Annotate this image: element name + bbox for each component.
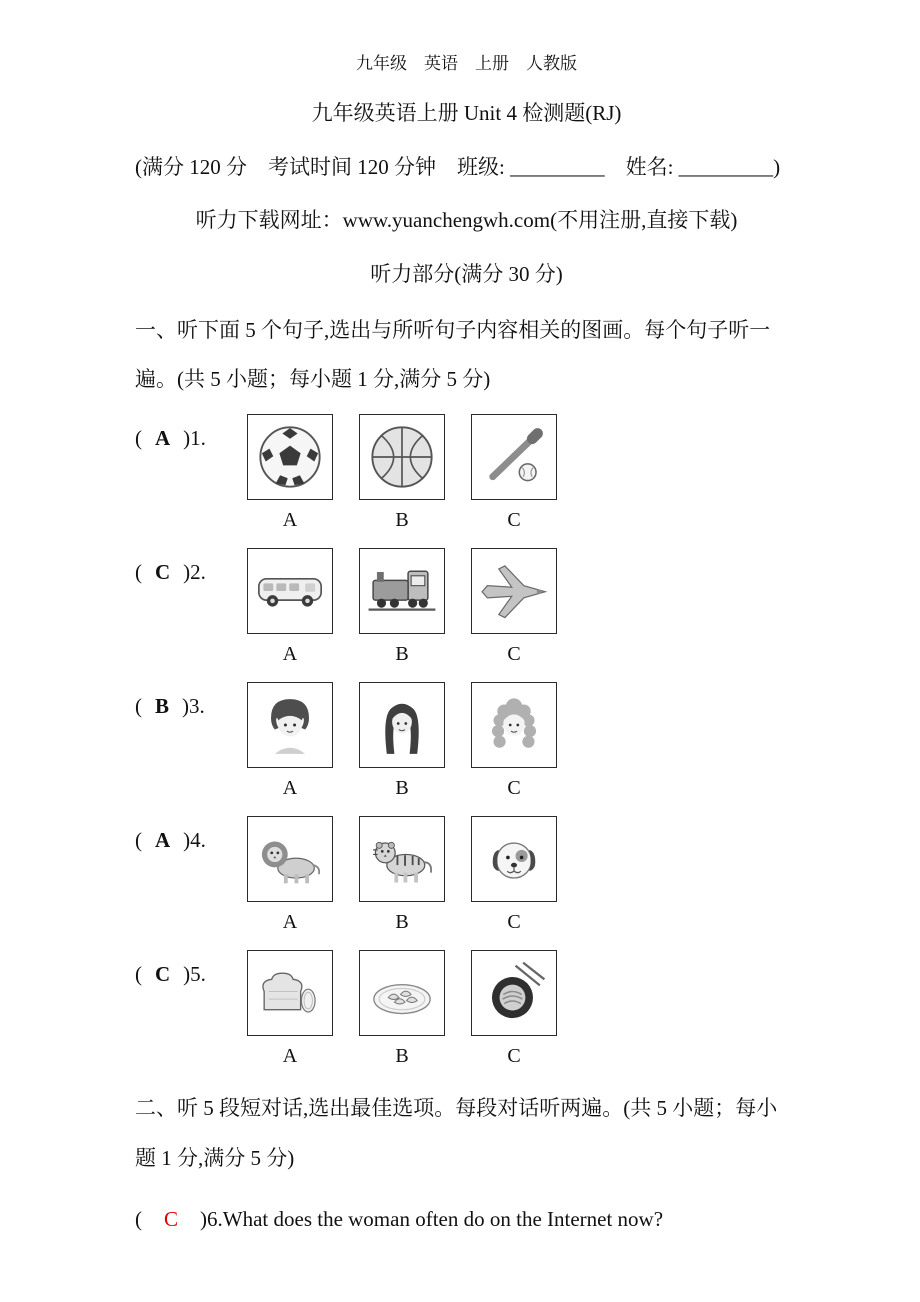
paren-open: ( xyxy=(135,560,142,585)
answer-letter: A xyxy=(155,426,171,451)
paren-open: ( xyxy=(135,962,142,987)
options xyxy=(247,816,557,934)
dog-icon xyxy=(471,816,557,902)
option-letter: A xyxy=(282,911,298,934)
option-a xyxy=(247,414,333,532)
page-header: 九年级 英语 上册 人教版 xyxy=(356,54,577,73)
answer-line xyxy=(135,548,247,585)
meta-line: (满分 120 分 考试时间 120 分钟 班级: _________ 姓名: _________) xyxy=(135,154,781,179)
noodle-bowl-icon xyxy=(471,950,557,1036)
paren-open: ( xyxy=(135,1206,142,1231)
option-b xyxy=(359,548,445,666)
paren-close: ) xyxy=(182,694,190,719)
question-2 xyxy=(135,548,798,666)
question-number: 3. xyxy=(189,694,205,719)
options xyxy=(247,950,557,1068)
answer-letter: C xyxy=(164,1206,179,1231)
option-letter: B xyxy=(395,509,409,532)
option-c xyxy=(471,414,557,532)
answer-line xyxy=(135,816,247,853)
option-c xyxy=(471,950,557,1068)
answer-line xyxy=(135,414,247,451)
train-icon xyxy=(359,548,445,634)
option-a xyxy=(247,548,333,666)
options xyxy=(247,548,557,666)
option-letter: B xyxy=(395,643,409,666)
question-text: What does the woman often do on the Internet now? xyxy=(222,1206,664,1231)
option-letter: A xyxy=(282,643,298,666)
option-letter: A xyxy=(282,777,298,800)
tiger-icon xyxy=(359,816,445,902)
option-c xyxy=(471,682,557,800)
option-c xyxy=(471,816,557,934)
paren-close: ) xyxy=(183,560,191,585)
option-letter: C xyxy=(507,777,521,800)
paren-close: ) xyxy=(183,962,191,987)
option-letter: C xyxy=(507,509,521,532)
answer-letter: C xyxy=(155,560,171,585)
option-letter: C xyxy=(507,1045,521,1068)
paren-close: ) xyxy=(183,828,191,853)
van-icon xyxy=(247,548,333,634)
option-letter: B xyxy=(395,911,409,934)
answer-letter: C xyxy=(155,962,171,987)
question-number: 1. xyxy=(190,426,206,451)
option-letter: B xyxy=(395,777,409,800)
answer-line xyxy=(135,682,247,719)
page-title: 九年级英语上册 Unit 4 检测题(RJ) xyxy=(311,101,622,126)
paren-close: ) xyxy=(183,426,191,451)
option-a xyxy=(247,682,333,800)
question-number: 5. xyxy=(190,962,206,987)
option-b xyxy=(359,682,445,800)
question-number: 6. xyxy=(207,1206,223,1231)
question-number: 2. xyxy=(190,560,206,585)
answer-letter: B xyxy=(155,694,170,719)
section1-instructions: 一、听下面 5 个句子,选出与所听句子内容相关的图画。每个句子听一遍。(共 5 小题；每小题 1 分,满分 5 分) xyxy=(135,317,771,391)
question-5 xyxy=(135,950,798,1068)
question-3 xyxy=(135,682,798,800)
answer-line xyxy=(135,950,247,987)
girl-long-hair-icon xyxy=(359,682,445,768)
question-6 xyxy=(135,1201,798,1239)
airplane-icon xyxy=(471,548,557,634)
paren-close: ) xyxy=(200,1206,208,1231)
answer-letter: A xyxy=(155,828,171,853)
download-line: 听力下载网址：www.yuanchengwh.com(不用注册,直接下载) xyxy=(195,208,738,233)
lion-icon xyxy=(247,816,333,902)
paren-open: ( xyxy=(135,426,142,451)
option-a xyxy=(247,950,333,1068)
paren-open: ( xyxy=(135,828,142,853)
bread-icon xyxy=(247,950,333,1036)
paren-open: ( xyxy=(135,694,142,719)
part-title: 听力部分(满分 30 分) xyxy=(370,261,563,286)
option-b xyxy=(359,950,445,1068)
basketball-icon xyxy=(359,414,445,500)
options xyxy=(247,682,557,800)
option-letter: A xyxy=(282,509,298,532)
option-letter: C xyxy=(507,643,521,666)
options xyxy=(247,414,557,532)
option-b xyxy=(359,816,445,934)
section2-instructions: 二、听 5 段短对话,选出最佳选项。每段对话听两遍。(共 5 小题；每小题 1 分,满分 5 分) xyxy=(135,1096,778,1170)
question-number: 4. xyxy=(190,828,206,853)
soccer-ball-icon xyxy=(247,414,333,500)
girl-short-hair-icon xyxy=(247,682,333,768)
baseball-bat-icon xyxy=(471,414,557,500)
option-c xyxy=(471,548,557,666)
girl-curly-hair-icon xyxy=(471,682,557,768)
question-4 xyxy=(135,816,798,934)
question-1 xyxy=(135,414,798,532)
option-a xyxy=(247,816,333,934)
dumplings-icon xyxy=(359,950,445,1036)
option-b xyxy=(359,414,445,532)
option-letter: A xyxy=(282,1045,298,1068)
option-letter: C xyxy=(507,911,521,934)
option-letter: B xyxy=(395,1045,409,1068)
